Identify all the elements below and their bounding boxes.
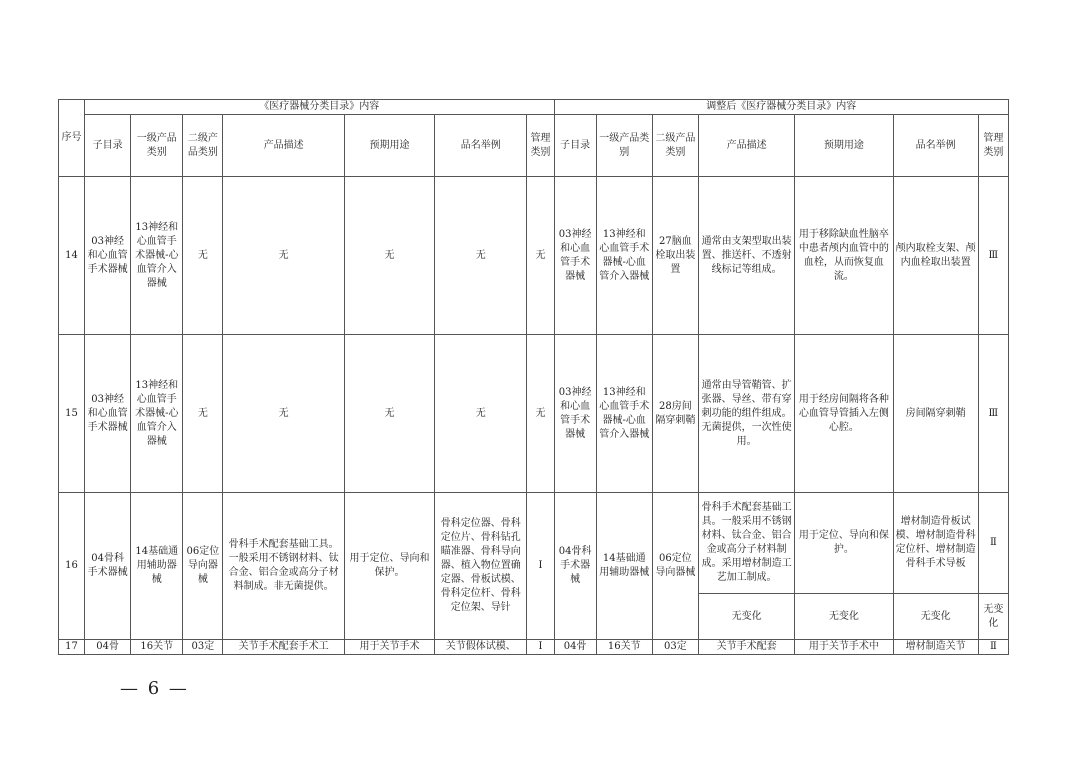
col-mgmt-header: 管理类别	[527, 115, 554, 177]
cell-lvl2: 03定	[183, 640, 223, 655]
cell-sub-new: 03神经和心血管手术器械	[554, 335, 596, 493]
cell-lvl1: 13神经和心血管手术器械-心血管介入器械	[131, 335, 183, 493]
cell-desc-new: 通常由支架型取出装置、推送杆、不透射线标记等组成。	[698, 177, 794, 335]
cell-lvl2: 无	[183, 177, 223, 335]
col-mgmt-header-new: 管理类别	[978, 115, 1008, 177]
cell-lvl1: 14基础通用辅助器械	[131, 493, 183, 640]
cell-mgmt: 无	[527, 177, 554, 335]
cell-desc: 无	[223, 177, 344, 335]
cell-use-nochange: 无变化	[795, 594, 893, 640]
cell-seq: 15	[59, 335, 85, 493]
page-number: — 6 —	[120, 678, 189, 699]
group-header-row	[59, 100, 1009, 115]
cell-desc-nochange: 无变化	[698, 594, 794, 640]
cell-desc: 关节手术配套手术工	[223, 640, 344, 655]
cell-use-new: 用于经房间隔将各种心血管导管插入左侧心腔。	[795, 335, 893, 493]
col-sub-header-new: 子目录	[554, 115, 596, 177]
cell-examples-new: 增材制造关节	[893, 640, 978, 655]
col-examples-header: 品名举例	[435, 115, 527, 177]
cell-examples-new: 增材制造骨板试模、增材制造骨科定位杆、增材制造骨科手术导板	[893, 493, 978, 594]
cell-mgmt: 无	[527, 335, 554, 493]
cell-lvl1-new: 13神经和心血管手术器械-心血管介入器械	[596, 335, 652, 493]
cell-use-new: 用于定位、导向和保护。	[795, 493, 893, 594]
col-lvl2-header: 二级产品类别	[183, 115, 223, 177]
cell-sub: 03神经和心血管手术器械	[85, 177, 131, 335]
cell-seq: 16	[59, 493, 85, 640]
cell-lvl1: 13神经和心血管手术器械-心血管介入器械	[131, 177, 183, 335]
col-examples-header-new: 品名举例	[893, 115, 978, 177]
group-right-header: 调整后《医疗器械分类目录》内容	[554, 100, 1008, 115]
cell-use: 用于定位、导向和保护。	[344, 493, 434, 640]
col-use-header-new: 预期用途	[795, 115, 893, 177]
column-header-row	[59, 115, 1009, 177]
cell-sub-new: 03神经和心血管手术器械	[554, 177, 596, 335]
cell-examples-new: 颅内取栓支架、颅内血栓取出装置	[893, 177, 978, 335]
cell-lvl1: 16关节	[131, 640, 183, 655]
cell-lvl1-new: 14基础通用辅助器械	[596, 493, 652, 640]
cell-lvl2-new: 06定位导向器械	[652, 493, 698, 640]
cell-lvl2-new: 27脑血栓取出装置	[652, 177, 698, 335]
cell-mgmt-nochange: 无变化	[978, 594, 1008, 640]
table-row	[59, 493, 1009, 594]
cell-sub: 03神经和心血管手术器械	[85, 335, 131, 493]
col-lvl2-header-new: 二级产品类别	[652, 115, 698, 177]
cell-examples-nochange: 无变化	[893, 594, 978, 640]
cell-examples-new: 房间隔穿刺鞘	[893, 335, 978, 493]
cell-desc-new: 通常由导管鞘管、扩张器、导丝、带有穿刺功能的组件组成。无菌提供，一次性使用。	[698, 335, 794, 493]
cell-mgmt-new: Ⅱ	[978, 493, 1008, 594]
cell-use: 无	[344, 335, 434, 493]
cell-examples: 关节假体试模、	[435, 640, 527, 655]
cell-examples: 无	[435, 335, 527, 493]
table-row	[59, 640, 1009, 655]
col-lvl1-header-new: 一级产品类别	[596, 115, 652, 177]
cell-desc-new: 关节手术配套	[698, 640, 794, 655]
cell-lvl2-new: 03定	[652, 640, 698, 655]
cell-lvl1-new: 13神经和心血管手术器械-心血管介入器械	[596, 177, 652, 335]
cell-lvl2-new: 28房间隔穿刺鞘	[652, 335, 698, 493]
cell-desc: 无	[223, 335, 344, 493]
cell-lvl2: 06定位导向器械	[183, 493, 223, 640]
cell-mgmt: Ⅰ	[527, 640, 554, 655]
col-desc-header-new: 产品描述	[698, 115, 794, 177]
cell-sub-new: 04骨科手术器械	[554, 493, 596, 640]
cell-use-new: 用于关节手术中	[795, 640, 893, 655]
cell-examples: 无	[435, 177, 527, 335]
cell-lvl2: 无	[183, 335, 223, 493]
table-row	[59, 335, 1009, 493]
cell-use: 用于关节手术	[344, 640, 434, 655]
cell-lvl1-new: 16关节	[596, 640, 652, 655]
cell-mgmt-new: Ⅲ	[978, 177, 1008, 335]
cell-mgmt: Ⅰ	[527, 493, 554, 640]
col-use-header: 预期用途	[344, 115, 434, 177]
col-desc-header: 产品描述	[223, 115, 344, 177]
cell-mgmt-new: Ⅱ	[978, 640, 1008, 655]
cell-desc: 骨科手术配套基础工具。一般采用不锈钢材料、钛合金、铝合金或高分子材料制成。非无菌提供。	[223, 493, 344, 640]
cell-sub-new: 04骨	[554, 640, 596, 655]
cell-seq: 17	[59, 640, 85, 655]
cell-use-new: 用于移除缺血性脑卒中患者颅内血管中的血栓，从而恢复血流。	[795, 177, 893, 335]
classification-table	[58, 99, 1009, 655]
cell-examples: 骨科定位器、骨科定位片、骨科钻孔瞄准器、骨科导向器、植入物位置确定器、骨板试模、骨科定位杆、骨科定位架、导针	[435, 493, 527, 640]
cell-seq: 14	[59, 177, 85, 335]
col-lvl1-header: 一级产品类别	[131, 115, 183, 177]
col-sub-header: 子目录	[85, 115, 131, 177]
col-seq-header: 序号	[59, 100, 85, 177]
cell-sub: 04骨	[85, 640, 131, 655]
table-row	[59, 177, 1009, 335]
cell-use: 无	[344, 177, 434, 335]
group-left-header: 《医疗器械分类目录》内容	[85, 100, 554, 115]
cell-mgmt-new: Ⅲ	[978, 335, 1008, 493]
cell-sub: 04骨科手术器械	[85, 493, 131, 640]
cell-desc-new: 骨科手术配套基础工具。一般采用不锈钢材料、钛合金、铝合金或高分子材料制成。采用增材制造工艺加工制成。	[698, 493, 794, 594]
